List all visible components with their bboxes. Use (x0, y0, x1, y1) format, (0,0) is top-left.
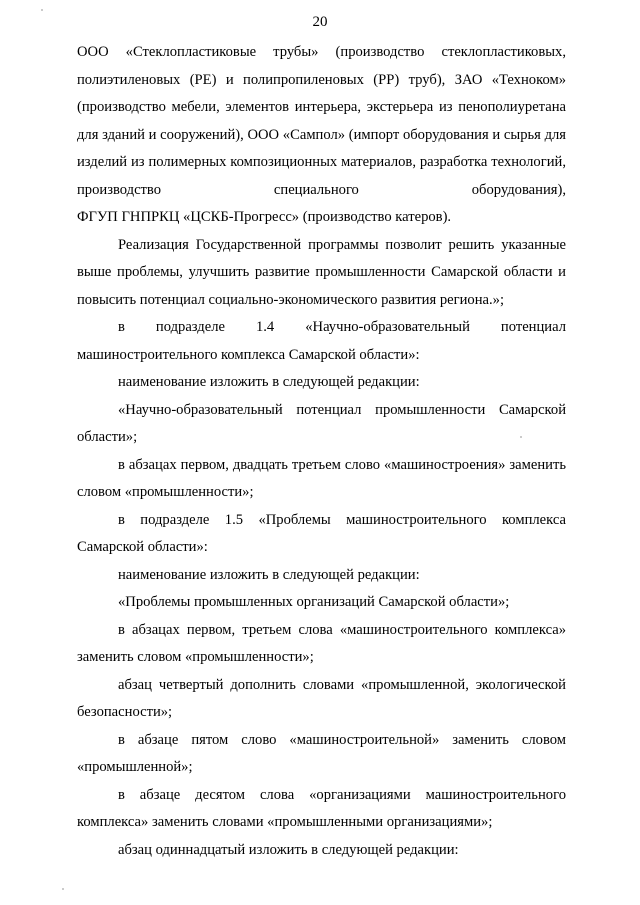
paragraph-title-instruction-2: наименование изложить в следующей редакции: (118, 566, 420, 583)
paragraph-subsection-1-4: в подразделе 1.4 «Научно-образовательный потенциал машиностроительного комплекса Самарской области»: (77, 319, 566, 363)
document-body (77, 39, 566, 864)
paragraph-program-realization: Реализация Государственной программы позволит решить указанные выше проблемы, улучшить развитие промышленности Самарской области и повысить потенциал социально-экономического развития региона.»; (77, 236, 566, 308)
scan-speck (520, 436, 522, 438)
scan-speck (62, 888, 64, 890)
page-number: 20 (312, 14, 328, 30)
paragraph-new-title-1-5: «Проблемы промышленных организаций Самарской области»; (118, 594, 510, 610)
paragraph-fifth-replacement: в абзаце пятом слово «машиностроительной» заменить словом «промышленной»; (77, 731, 566, 775)
scan-speck (41, 9, 43, 11)
paragraph-organizations-list-end: ФГУП ГНПРКЦ «ЦСКБ-Прогресс» (производство катеров). (77, 209, 452, 225)
paragraph-word-replacement-1: в абзацах первом, двадцать третьем слово «машиностроения» заменить словом «промышленности»; (77, 456, 566, 500)
paragraph-eleventh-instruction: абзац одиннадцатый изложить в следующей редакции: (118, 841, 459, 858)
paragraph-fourth-addition: абзац четвертый дополнить словами «промышленной, экологической безопасности»; (77, 676, 566, 720)
paragraph-title-instruction-1: наименование изложить в следующей редакции: (118, 374, 420, 390)
paragraph-organizations-list: ООО «Стеклопластиковые трубы» (производство стеклопластиковых, полиэтиленовых (PE) и полипропиленовых (PP) труб), ЗАО «Техноком» (производство мебели, элементов интерьера, экстерьера из пенополиуретана для зданий и сооружений), ООО «Сампол» (импорт оборудования и сырья для изделий из полимерных композиционных материалов, разработка технологий, производство специального оборудования), (77, 44, 566, 198)
paragraph-word-replacement-2: в абзацах первом, третьем слова «машиностроительного комплекса» заменить словом «промышленности»; (77, 621, 566, 665)
paragraph-new-title-1-4: «Научно-образовательный потенциал промышленности Самарской области»; (77, 401, 566, 445)
paragraph-tenth-replacement: в абзаце десятом слова «организациями машиностроительного комплекса» заменить словами «промышленными организациями»; (77, 786, 566, 830)
paragraph-subsection-1-5: в подразделе 1.5 «Проблемы машиностроительного комплекса Самарской области»: (77, 511, 566, 555)
